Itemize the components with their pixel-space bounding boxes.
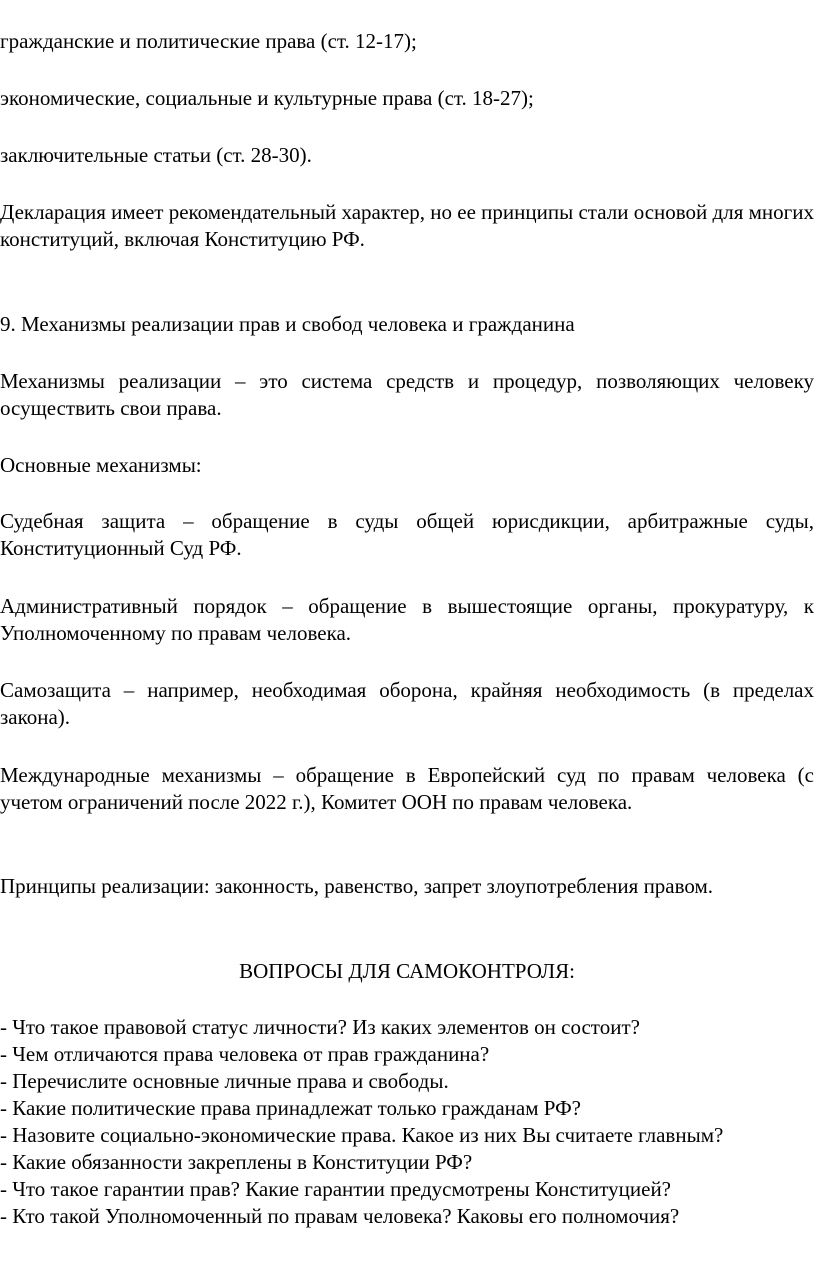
implementation-principles: Принципы реализации: законность, равенство, запрет злоупотребления правом. bbox=[0, 874, 714, 898]
mechanism-international: Международные механизмы – обращение в Европейский суд по правам человека (с учетом ограничений после 2022 г.), Комитет ООН по правам человека. bbox=[0, 763, 814, 814]
list-item-civil-political-rights: гражданские и политические права (ст. 12-17); bbox=[0, 29, 417, 53]
question-item: - Что такое правовой статус личности? Из каких элементов он состоит? bbox=[0, 1015, 640, 1039]
declaration-paragraph: Декларация имеет рекомендательный характер, но ее принципы стали основой для многих конституций, включая Конституцию РФ. bbox=[0, 200, 814, 251]
mechanisms-definition: Механизмы реализации – это система средств и процедур, позволяющих человеку осуществить свои права. bbox=[0, 369, 814, 420]
mechanism-judicial-protection: Судебная защита – обращение в суды общей юрисдикции, арбитражные суды, Конституционный Суд РФ. bbox=[0, 509, 814, 560]
questions-list bbox=[0, 1014, 814, 1230]
question-item: - Какие политические права принадлежат только гражданам РФ? bbox=[0, 1096, 581, 1120]
list-item-final-articles: заключительные статьи (ст. 28-30). bbox=[0, 143, 312, 167]
section-heading: 9. Механизмы реализации прав и свобод человека и гражданина bbox=[0, 312, 575, 336]
question-item: - Что такое гарантии прав? Какие гарантии предусмотрены Конституцией? bbox=[0, 1177, 672, 1201]
question-item: - Чем отличаются права человека от прав гражданина? bbox=[0, 1042, 490, 1066]
question-item: - Назовите социально-экономические права. Какое из них Вы считаете главным? bbox=[0, 1123, 724, 1147]
questions-heading: ВОПРОСЫ ДЛЯ САМОКОНТРОЛЯ: bbox=[239, 959, 575, 983]
question-item: - Перечислите основные личные права и свободы. bbox=[0, 1069, 449, 1093]
question-item: - Кто такой Уполномоченный по правам человека? Каковы его полномочия? bbox=[0, 1204, 680, 1228]
main-mechanisms-label: Основные механизмы: bbox=[0, 453, 202, 477]
question-item: - Какие обязанности закреплены в Конституции РФ? bbox=[0, 1150, 473, 1174]
mechanism-administrative-procedure: Административный порядок – обращение в вышестоящие органы, прокуратуру, к Уполномоченному по правам человека. bbox=[0, 594, 814, 645]
list-item-economic-social-cultural-rights: экономические, социальные и культурные права (ст. 18-27); bbox=[0, 86, 534, 110]
mechanism-self-defense: Самозащита – например, необходимая оборона, крайняя необходимость (в пределах закона). bbox=[0, 678, 814, 729]
